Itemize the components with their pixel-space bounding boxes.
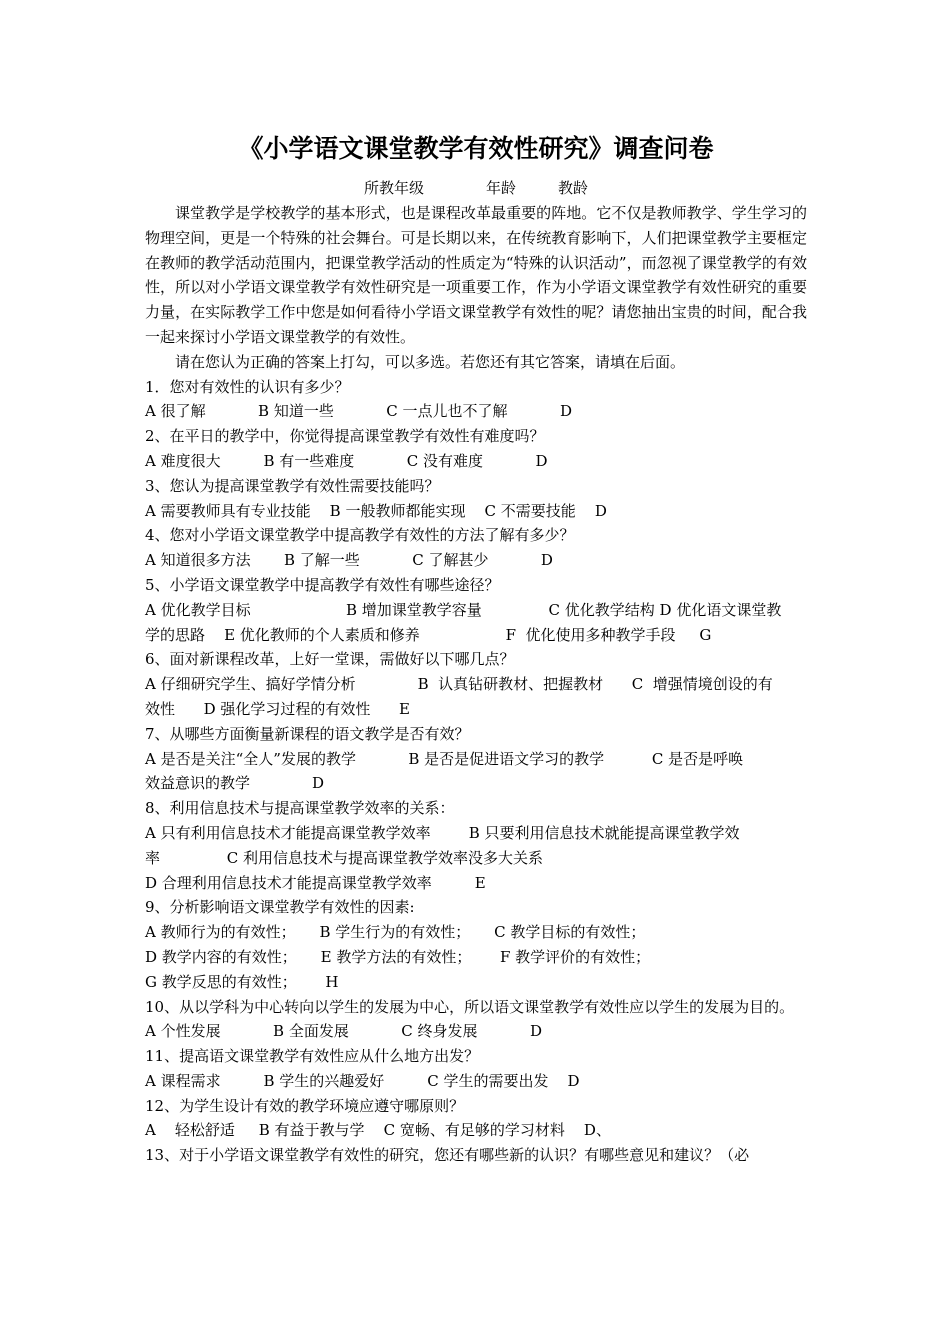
question-text: 9、分析影响语文课堂教学有效性的因素: [145,898,415,917]
question-text: 4、您对小学语文课堂教学中提高教学有效性的方法了解有多少？ [145,526,575,545]
answer-options: A 知道很多方法 B 了解一些 C 了解甚少 D [145,551,553,570]
question-text: 8、利用信息技术与提高课堂教学效率的关系： [145,799,455,818]
teaching-years-field-label: 教龄 [558,179,589,197]
question-block [145,573,807,647]
question-text: 7、从哪些方面衡量新课程的语文教学是否有效？ [145,724,470,743]
answer-options: A 优化教学目标 B 增加课堂教学容量 C 优化教学结构 D 优化语文课堂教 [145,600,782,619]
answer-options: A 个性发展 B 全面发展 C 终身发展 D [145,1022,543,1041]
question-block [145,523,807,573]
respondent-info [145,176,807,200]
question-list [145,375,807,1169]
question-text: 12、为学生设计有效的教学环境应遵守哪原则？ [145,1096,465,1115]
answer-options: 效益意识的教学 D [145,774,325,793]
answer-options: A 课程需求 B 学生的兴趣爱好 C 学生的需要出发 D [145,1071,580,1090]
answer-options: D 教学内容的有效性； E 教学方法的有效性； F 教学评价的有效性； [145,947,651,966]
question-block [145,424,807,474]
instruction-paragraph: 请在您认为正确的答案上打勾，可以多选。若您还有其它答案，请填在后面。 [175,352,686,371]
question-block [145,796,807,895]
question-text: 11、提高语文课堂教学有效性应从什么地方出发？ [145,1047,480,1066]
question-text: 10、从以学科为中心转向以学生的发展为中心，所以语文课堂教学有效性应以学生的发展为目的。 [145,997,795,1016]
document-title: 《小学语文课堂教学有效性研究》调查问卷 [238,134,714,163]
question-text: 3、您认为提高课堂教学有效性需要技能吗？ [145,476,440,495]
answer-options: A 需要教师具有专业技能 B 一般教师都能实现 C 不需要技能 D [145,501,607,520]
question-block [145,995,807,1045]
answer-options: A 难度很大 B 有一些难度 C 没有难度 D [145,451,548,470]
answer-options: 率 C 利用信息技术与提高课堂教学效率没多大关系 [145,848,544,867]
question-text: 2、在平日的教学中，你觉得提高课堂教学有效性有难度吗？ [145,427,545,446]
question-block [145,895,807,994]
question-block [145,1044,807,1094]
answer-options: A 教师行为的有效性； B 学生行为的有效性； C 教学目标的有效性； [145,923,646,942]
document-page [145,132,807,1168]
question-block [145,647,807,721]
question-block [145,1143,807,1168]
question-text: 1．您对有效性的认识有多少？ [145,377,350,396]
question-text: 5、小学语文课堂教学中提高教学有效性有哪些途径？ [145,575,500,594]
answer-options: A 只有利用信息技术才能提高课堂教学效率 B 只要利用信息技术就能提高课堂教学效 [145,823,740,842]
question-text: 6、面对新课程改革，上好一堂课，需做好以下哪几点？ [145,650,515,669]
answer-options: G 教学反思的有效性； H [145,972,339,991]
question-block [145,375,807,425]
grade-field-label: 所教年级 [363,179,424,197]
answer-options: 效性 D 强化学习过程的有效性 E [145,699,410,718]
question-block [145,1094,807,1144]
answer-options: 学的思路 E 优化教师的个人素质和修养 F 优化使用多种教学手段 G [145,625,712,644]
answer-options: A 仔细研究学生、搞好学情分析 B 认真钻研教材、把握教材 C 增强情境创设的有 [145,675,773,694]
answer-options: A 很了解 B 知道一些 C 一点儿也不了解 D [145,402,573,421]
question-block [145,474,807,524]
answer-options: A 轻松舒适 B 有益于教与学 C 宽畅、有足够的学习材料 D、 [145,1121,611,1140]
age-field-label: 年龄 [485,179,516,197]
question-block [145,722,807,796]
answer-options: D 合理利用信息技术才能提高课堂教学效率 E [145,873,486,892]
answer-options: A 是否是关注“全人”发展的教学 B 是否是促进语文学习的教学 C 是否是呼唤 [145,749,744,768]
question-text: 13、对于小学语文课堂教学有效性的研究，您还有哪些新的认识？有哪些意见和建议？（必 [145,1146,750,1165]
intro-paragraph: 课堂教学是学校教学的基本形式，也是课程改革最重要的阵地。它不仅是教师教学、学生学习的物理空间，更是一个特殊的社会舞台。可是长期以来，在传统教育影响下，人们把课堂教学主要框定在教师的教学活动范围内，把课堂教学活动的性质定为“特殊的认识活动”，而忽视了课堂教学的有效性，所以对小学语文课堂教学有效性研究是一项重要工作，作为小学语文课堂教学有效性研究的重要力量，在实际教学工作中您是如何看待小学语文课堂教学有效性的呢？请您抽出宝贵的时间，配合我一起来探讨小学语文课堂教学的有效性。 [145,204,807,346]
